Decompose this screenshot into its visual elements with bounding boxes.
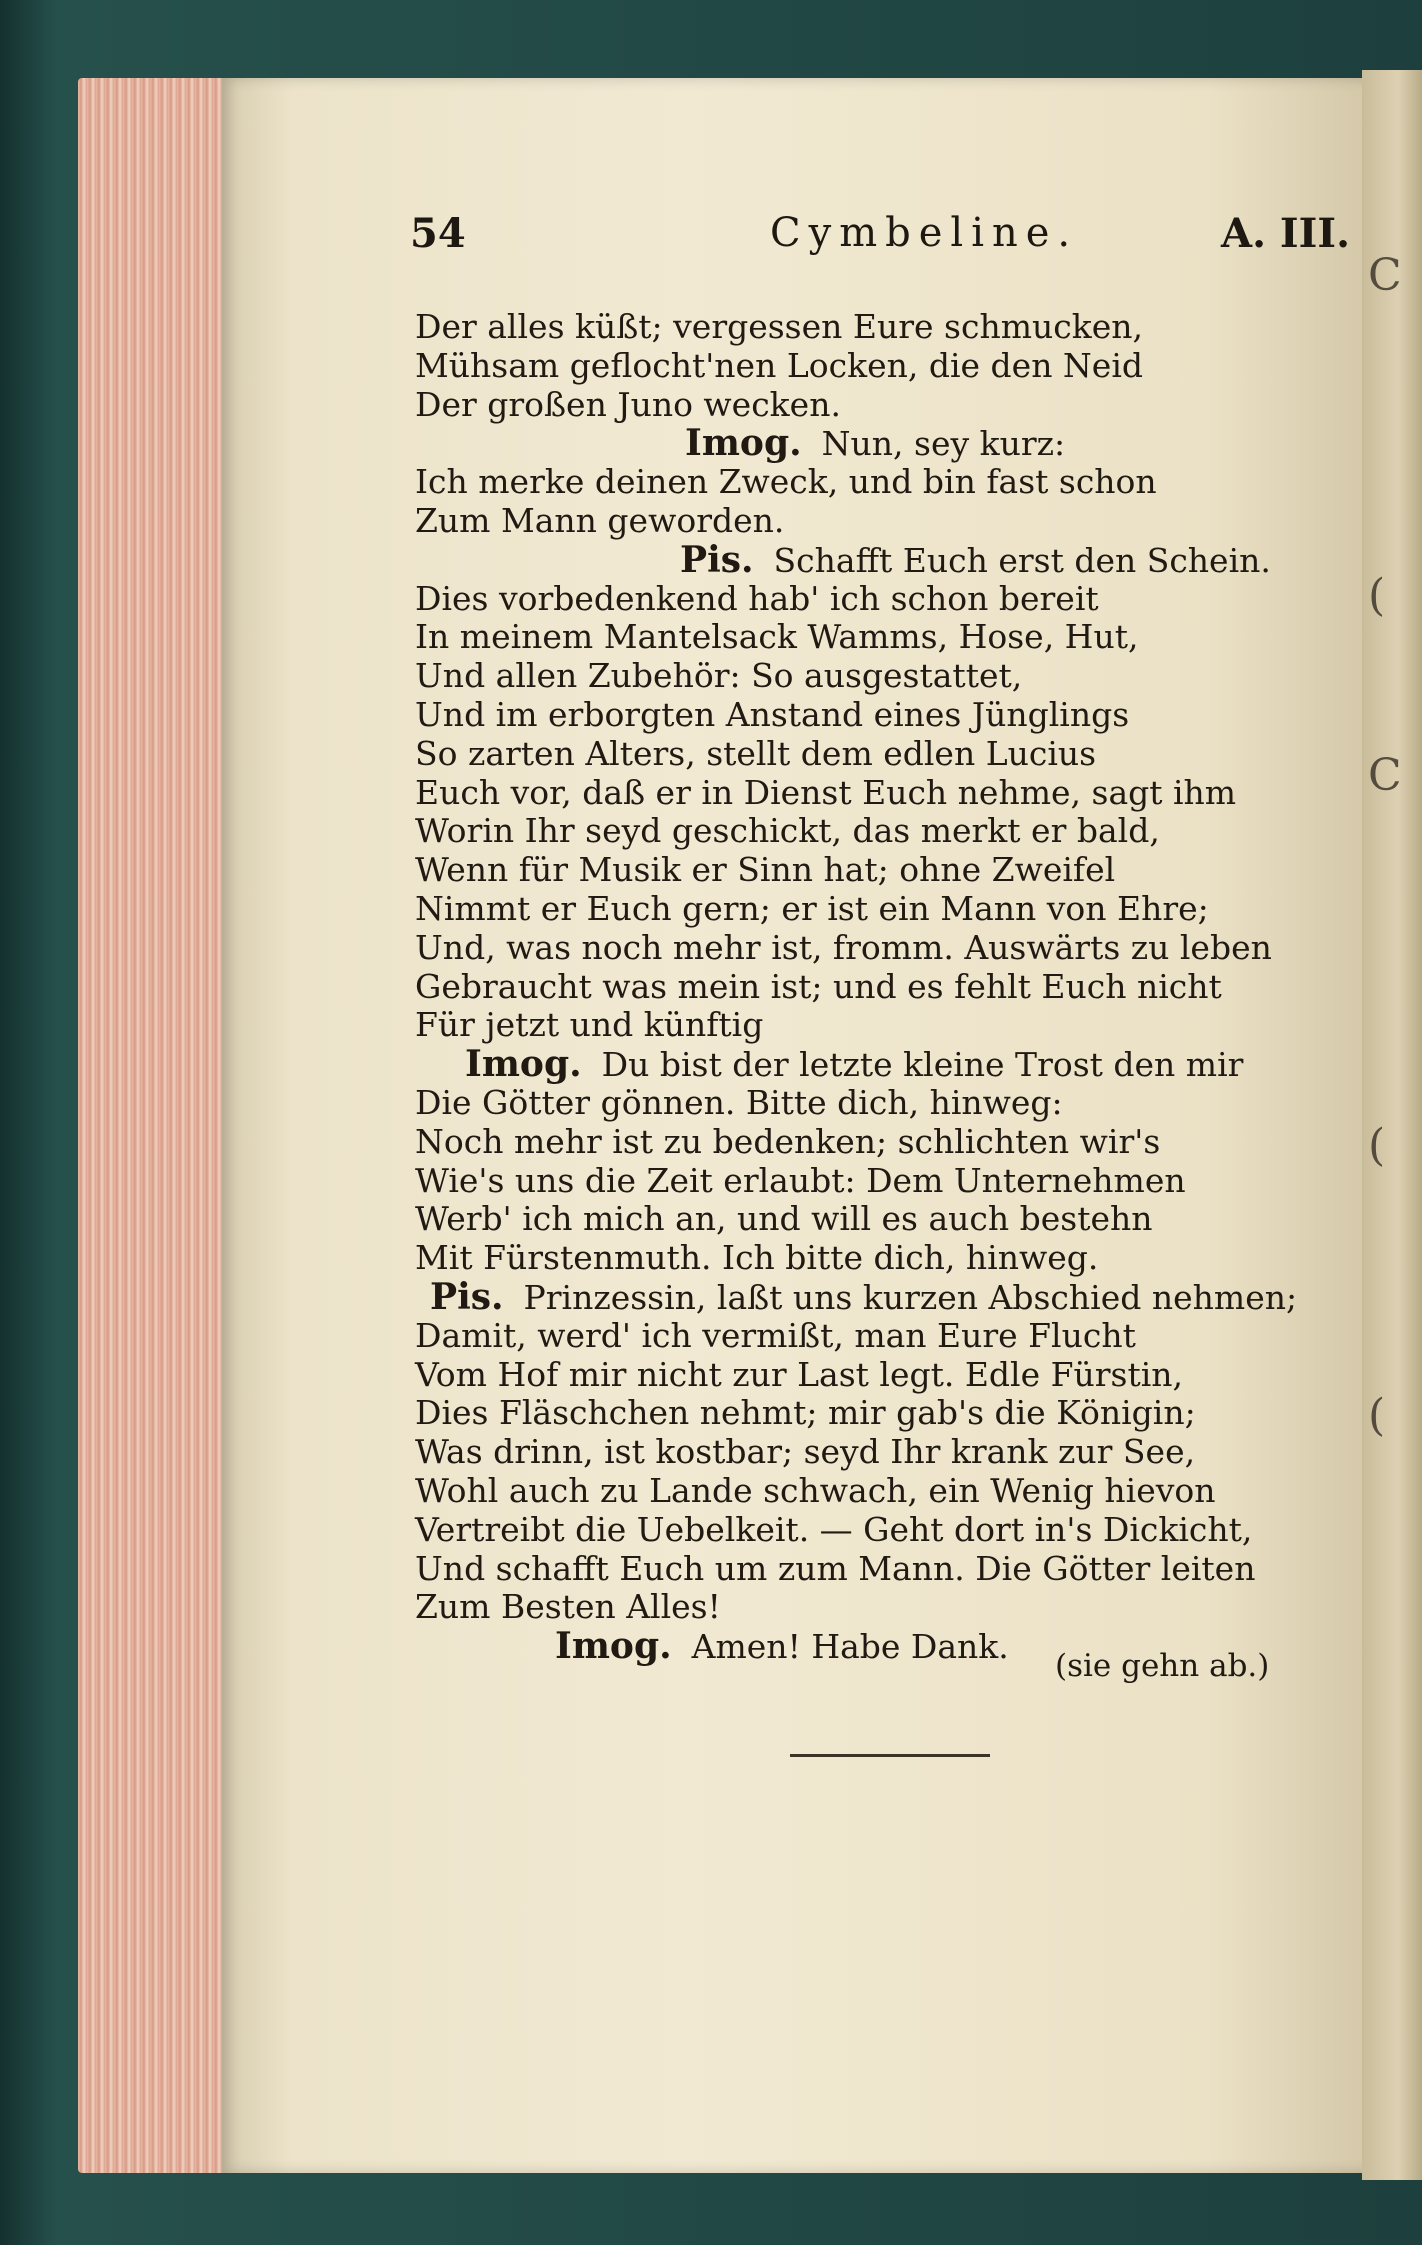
facing-page-glyph: C	[1368, 750, 1402, 801]
speaker-name: Pis.	[680, 538, 754, 581]
verse-line: Und schafft Euch um zum Mann. Die Götter leiten	[415, 1548, 1256, 1588]
verse-text	[415, 308, 1315, 1666]
verse-line: So zarten Alters, stellt dem edlen Lucius	[415, 733, 1097, 773]
verse-line: Und, was noch mehr ist, fromm. Auswärts zu leben	[415, 927, 1272, 967]
verse-line: Wohl auch zu Lande schwach, ein Wenig hievon	[415, 1470, 1216, 1510]
verse-line: In meinem Mantelsack Wamms, Hose, Hut,	[415, 617, 1139, 657]
verse-line: Ich merke deinen Zweck, und bin fast schon	[415, 462, 1157, 502]
running-header	[410, 210, 1360, 270]
verse-line: Der alles küßt; vergessen Eure schmucken,	[415, 307, 1143, 346]
verse-line: Zum Besten Alles!	[415, 1587, 721, 1627]
verse-line: Wie's uns die Zeit erlaubt: Dem Unternehmen	[415, 1160, 1186, 1200]
verse-line: Dies Fläschchen nehmt; mir gab's die Königin;	[415, 1393, 1196, 1433]
facing-page-edge	[1362, 70, 1422, 2180]
verse-line: Euch vor, daß er in Dienst Euch nehme, sagt ihm	[415, 772, 1237, 812]
verse-line: Noch mehr ist zu bedenken; schlichten wir's	[415, 1121, 1161, 1161]
verse-line: Dies vorbedenkend hab' ich schon bereit	[415, 578, 1099, 618]
page-number: 54	[410, 210, 466, 257]
act-marker: A. III.	[1221, 210, 1350, 257]
verse-line: Für jetzt und künftig	[415, 1005, 764, 1045]
verse-line: Der großen Juno wecken.	[415, 384, 841, 424]
running-title: Cymbeline.	[770, 210, 1079, 256]
verse-line: Nimmt er Euch gern; er ist ein Mann von Ehre;	[415, 888, 1209, 928]
verse-line: Die Götter gönnen. Bitte dich, hinweg:	[415, 1082, 1063, 1122]
verse-line: Und allen Zubehör: So ausgestattet,	[415, 656, 1023, 696]
speaker-name: Imog.	[465, 1043, 582, 1086]
stage-direction: (sie gehn ab.)	[1055, 1648, 1270, 1684]
verse-line: Worin Ihr seyd geschickt, das merkt er bald,	[415, 811, 1160, 851]
page-edges	[78, 78, 228, 2173]
verse-line: Vertreibt die Uebelkeit. — Geht dort in's Dickicht,	[415, 1509, 1253, 1549]
verse-line: Pis. Schafft Euch erst den Schein.	[680, 538, 1271, 581]
speaker-name: Imog.	[685, 422, 802, 465]
verse-line: Wenn für Musik er Sinn hat; ohne Zweifel	[415, 850, 1116, 890]
facing-page-glyph: (	[1368, 1390, 1386, 1441]
verse-line: Was drinn, ist kostbar; seyd Ihr krank zur See,	[415, 1432, 1196, 1472]
facing-page-glyph: C	[1368, 250, 1402, 301]
speaker-name: Pis.	[430, 1275, 504, 1318]
verse-line: Mühsam geflocht'nen Locken, die den Neid	[415, 345, 1144, 385]
facing-page-glyph: (	[1368, 1120, 1386, 1171]
verse-line: Imog. Nun, sey kurz:	[685, 422, 1066, 465]
verse-line: Imog. Du bist der letzte kleine Trost den mir	[465, 1043, 1244, 1086]
end-rule	[790, 1754, 990, 1757]
verse-line: Werb' ich mich an, und will es auch bestehn	[415, 1199, 1153, 1239]
verse-line: Vom Hof mir nicht zur Last legt. Edle Fürstin,	[415, 1354, 1184, 1394]
verse-line: Gebraucht was mein ist; und es fehlt Euch nicht	[415, 966, 1222, 1006]
facing-page-glyph: (	[1368, 570, 1386, 621]
verse-line: Zum Mann geworden.	[415, 500, 785, 540]
verse-line: Pis. Prinzessin, laßt uns kurzen Abschied nehmen;	[430, 1275, 1298, 1318]
verse-line: Damit, werd' ich vermißt, man Eure Flucht	[415, 1315, 1136, 1355]
speaker-name: Imog.	[555, 1625, 672, 1668]
verse-line: Imog. Amen! Habe Dank.	[555, 1625, 1009, 1668]
verse-line: Mit Fürstenmuth. Ich bitte dich, hinweg.	[415, 1238, 1099, 1278]
verse-line: Und im erborgten Anstand eines Jünglings	[415, 694, 1130, 734]
